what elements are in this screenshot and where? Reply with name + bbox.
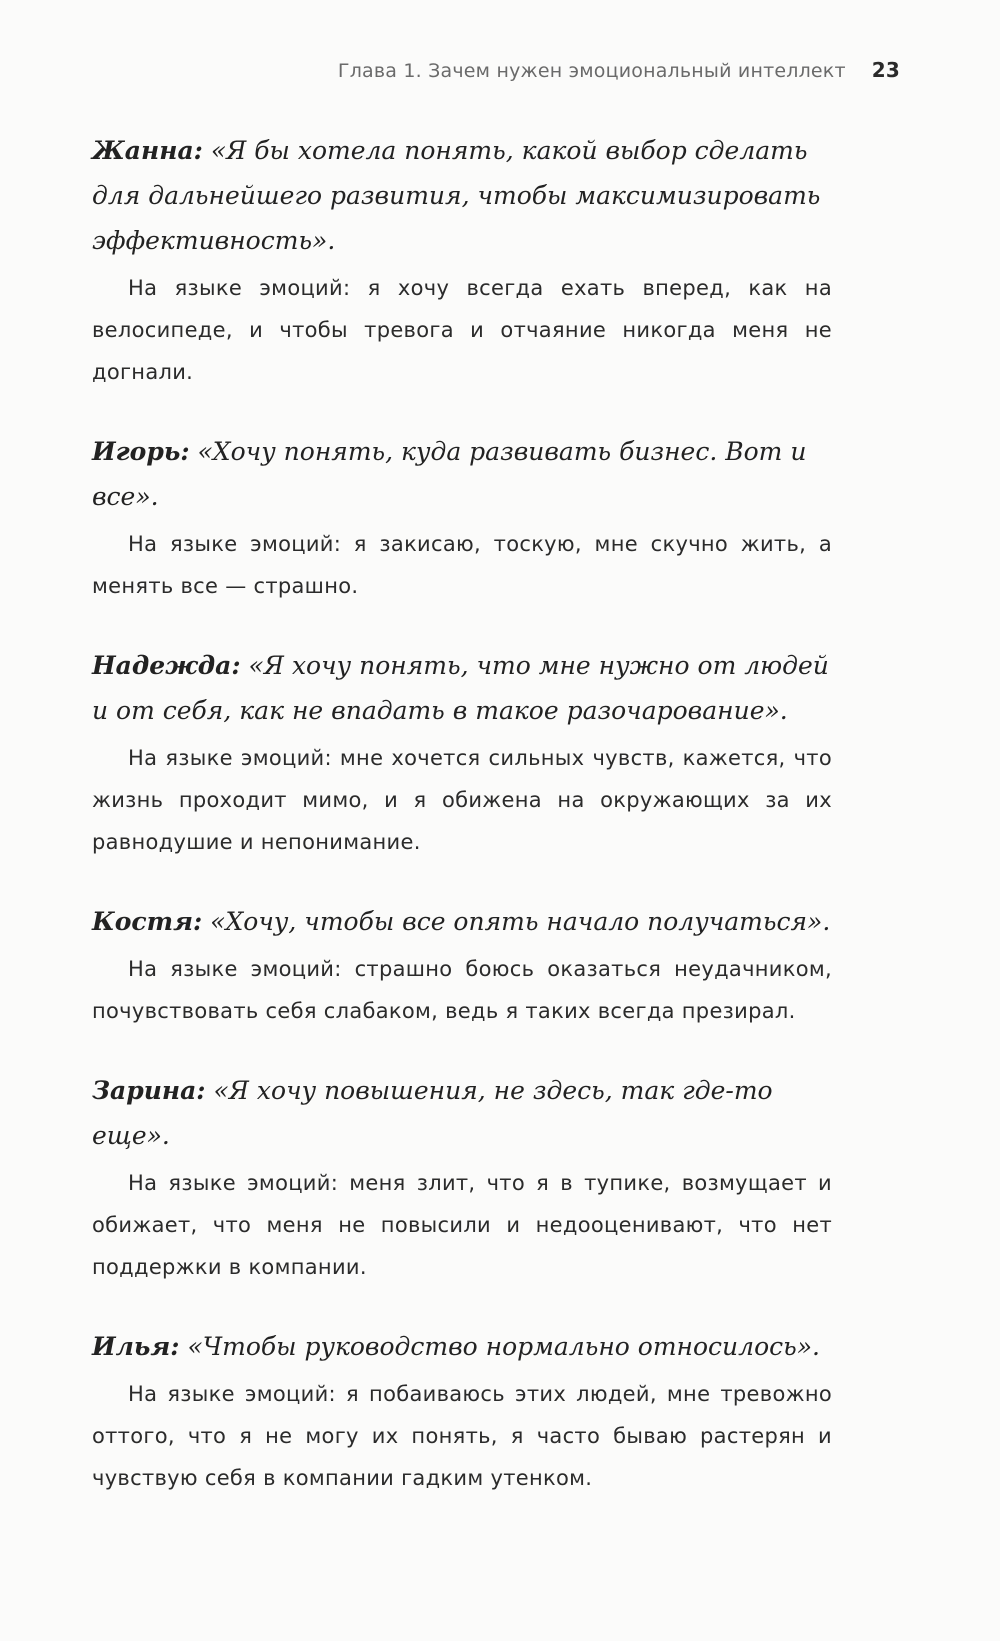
quote-text: «Хочу понять, куда развивать бизнес. Вот и все».	[92, 437, 807, 511]
quote-text: «Я хочу повышения, не здесь, так где-то еще».	[92, 1076, 773, 1150]
emotion-text: На языке эмоций: меня злит, что я в тупике, возмущает и обижает, что меня не повысили и недооценивают, что нет поддержки в компании.	[92, 1171, 832, 1279]
entry-quote	[92, 643, 832, 733]
speaker-name: Зарина:	[92, 1076, 206, 1105]
entry-kostya	[92, 899, 832, 1032]
speaker-name: Жанна:	[92, 136, 203, 165]
emotion-text: На языке эмоций: мне хочется сильных чувств, кажется, что жизнь проходит мимо, и я обижена на окружающих за их равнодушие и непонимание.	[92, 746, 832, 854]
entry-quote	[92, 1324, 832, 1369]
quote-text: «Хочу, чтобы все опять начало получаться».	[210, 907, 831, 936]
entry-quote	[92, 429, 832, 519]
chapter-title: Глава 1. Зачем нужен эмоциональный интеллект	[337, 60, 846, 82]
entry-quote	[92, 899, 832, 944]
quote-text: «Я бы хотела понять, какой выбор сделать для дальнейшего развития, чтобы максимизировать эффективность».	[92, 136, 821, 255]
speaker-name: Костя:	[92, 907, 203, 936]
emotion-text: На языке эмоций: страшно боюсь оказаться неудачником, почувствовать себя слабаком, ведь я таких всегда презирал.	[92, 957, 832, 1023]
page-number: 23	[871, 58, 900, 82]
entry-zhanna	[92, 128, 832, 393]
entry-quote	[92, 128, 832, 263]
speaker-name: Надежда:	[92, 651, 241, 680]
quote-text: «Я хочу понять, что мне нужно от людей и от себя, как не впадать в такое разочарование».	[92, 651, 829, 725]
entry-ilya	[92, 1324, 832, 1499]
quote-text: «Чтобы руководство нормально относилось».	[187, 1332, 820, 1361]
speaker-name: Игорь:	[92, 437, 190, 466]
entry-nadezhda	[92, 643, 832, 863]
entry-zarina	[92, 1068, 832, 1288]
entries-list	[92, 128, 832, 1535]
entry-igor	[92, 429, 832, 607]
emotion-text: На языке эмоций: я хочу всегда ехать вперед, как на велосипеде, и чтобы тревога и отчаяние никогда меня не догнали.	[92, 276, 832, 384]
emotion-text: На языке эмоций: я побаиваюсь этих людей, мне тревожно оттого, что я не могу их понять, я часто бываю растерян и чувствую себя в компании гадким утенком.	[92, 1382, 832, 1490]
entry-quote	[92, 1068, 832, 1158]
running-header	[338, 58, 900, 82]
emotion-text: На языке эмоций: я закисаю, тоскую, мне скучно жить, а менять все — страшно.	[92, 532, 832, 598]
speaker-name: Илья:	[92, 1332, 180, 1361]
